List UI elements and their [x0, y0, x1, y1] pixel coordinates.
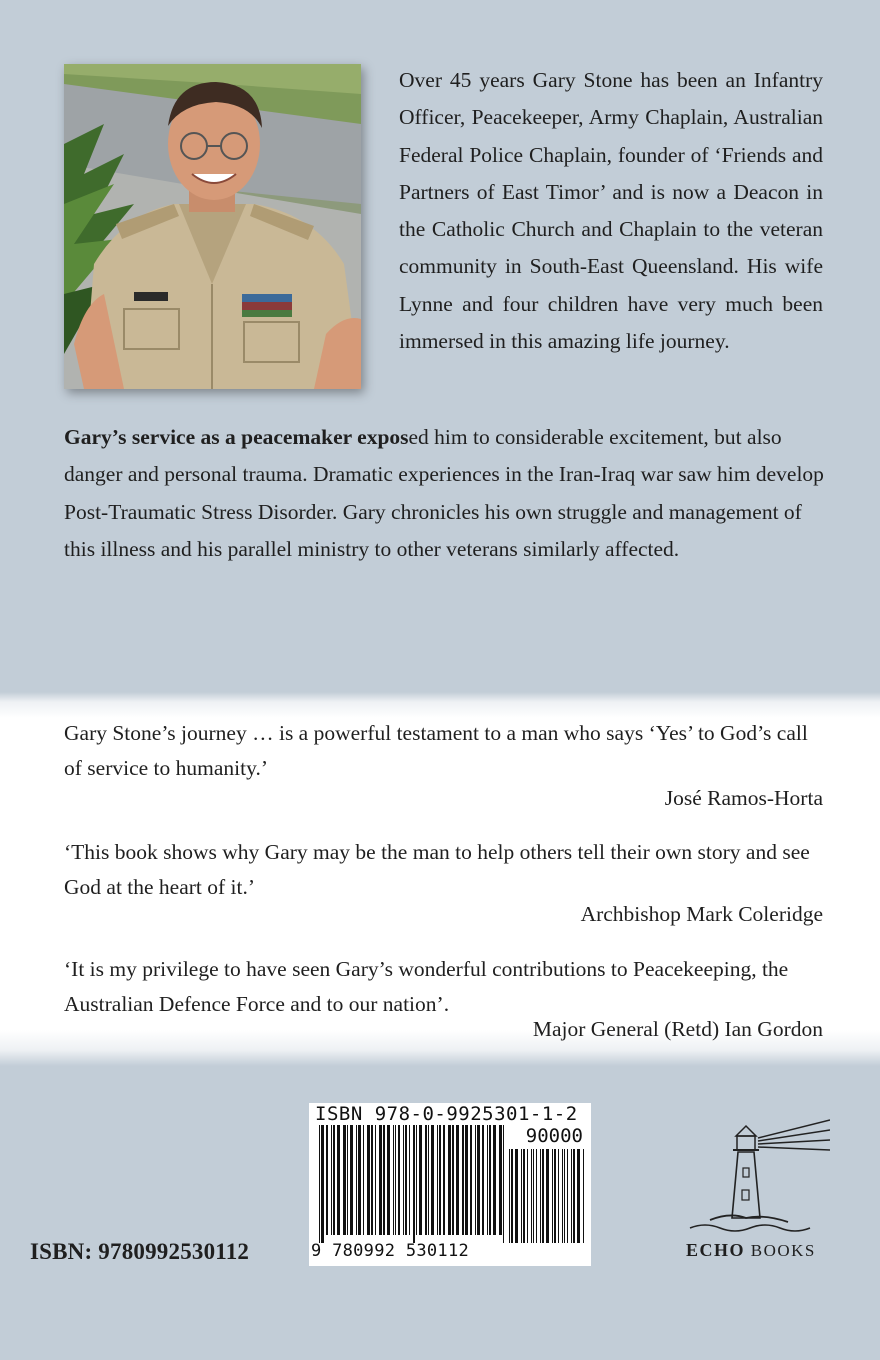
endorsement-author-1: José Ramos-Horta [664, 786, 823, 810]
author-bio: Over 45 years Gary Stone has been an Infantry Officer, Peacekeeper, Army Chaplain, Australian Federal Police Chaplain, founder of ‘Friends and Partners of East Timor’ and is now a Deacon in the Catholic Church and Chaplain to the veteran community in South-East Queensland. His wife Lynne and four children have very much been immersed in this amazing life journey. [399, 68, 823, 354]
barcode-bar [452, 1125, 454, 1235]
barcode-bar [350, 1125, 353, 1235]
barcode-bar [416, 1125, 417, 1235]
barcode-bar [542, 1149, 544, 1243]
barcode-bar [554, 1149, 556, 1243]
barcode-bar [343, 1125, 346, 1235]
barcode-bar [398, 1125, 400, 1235]
barcode-bar [371, 1125, 373, 1235]
barcode-bar [413, 1125, 415, 1243]
barcode-bar [363, 1125, 364, 1235]
barcode-bar [546, 1149, 549, 1243]
barcode-bar [493, 1125, 496, 1235]
barcode-bar [439, 1125, 441, 1235]
barcode-bar [395, 1125, 396, 1235]
barcode-bar [470, 1125, 472, 1235]
barcode-bar [428, 1125, 429, 1235]
publisher-name [686, 1240, 816, 1261]
barcode-bar [465, 1125, 468, 1235]
barcode-bar [387, 1125, 390, 1235]
barcode-bar [356, 1125, 357, 1235]
barcode-bar [403, 1125, 404, 1235]
barcode-bar [409, 1125, 410, 1235]
barcode-bar [558, 1149, 559, 1243]
barcode-bar [319, 1125, 320, 1243]
barcode-bar [367, 1125, 370, 1235]
barcode-bar [533, 1149, 534, 1243]
barcode-isbn-line: ISBN 978-0-9925301-1-2 [315, 1103, 578, 1125]
barcode-bar [499, 1125, 502, 1235]
endorsement-quote-2: ‘This book shows why Gary may be the man to help others tell their own story and see God at the heart of it.’ [64, 840, 810, 899]
isbn-label: ISBN: 9780992530112 [30, 1239, 250, 1264]
barcode-bar [358, 1125, 361, 1235]
publisher-name-bold: ECHO [686, 1240, 746, 1260]
barcode-bar [443, 1125, 445, 1235]
barcode-bar [321, 1125, 324, 1243]
barcode-bar [564, 1149, 565, 1243]
barcode-bar [419, 1125, 422, 1235]
barcode-bar [503, 1125, 504, 1243]
barcode-bar [540, 1149, 541, 1243]
barcode-bar [383, 1125, 385, 1235]
barcode-bar [448, 1125, 451, 1235]
barcode-bar [511, 1149, 513, 1243]
barcode-bar [536, 1149, 537, 1243]
barcode-bar [567, 1149, 568, 1243]
barcode-bar [347, 1125, 348, 1235]
barcode-bar [379, 1125, 382, 1235]
barcode-bar [571, 1149, 572, 1243]
barcode-bar [462, 1125, 464, 1235]
lighthouse-logo-icon [680, 1118, 830, 1238]
barcode-bar [456, 1125, 459, 1235]
barcode-bar [531, 1149, 532, 1243]
barcode-bar [562, 1149, 563, 1243]
barcode-digits: 9 780992 530112 [311, 1241, 470, 1261]
barcode-bar [475, 1125, 476, 1235]
barcode-bar [337, 1125, 340, 1235]
barcode-bar [552, 1149, 553, 1243]
barcode-bar [489, 1125, 491, 1235]
barcode-bar [477, 1125, 480, 1235]
barcode-bar [521, 1149, 522, 1243]
publisher-name-rest: BOOKS [745, 1241, 816, 1260]
endorsement-quote-3: ‘It is my privilege to have seen Gary’s wonderful contributions to Peacekeeping, the Australian Defence Force and to our nation’. [64, 957, 789, 1016]
barcode-bar [509, 1149, 510, 1243]
barcode-bar [482, 1125, 484, 1235]
barcode-bar [326, 1125, 328, 1235]
barcode-price-code: 90000 [525, 1125, 583, 1147]
barcode-bar [425, 1125, 427, 1235]
endorsement-author-3: Major General (Retd) Ian Gordon [532, 1017, 823, 1041]
book-description [64, 419, 824, 568]
author-photo [64, 64, 361, 389]
barcode-bar [487, 1125, 488, 1235]
barcode-bar [405, 1125, 407, 1235]
barcode-bar [573, 1149, 575, 1243]
endorsement-quote-1: Gary Stone’s journey … is a powerful testament to a man who says ‘Yes’ to God’s call of service to humanity.’ [64, 721, 808, 780]
barcode-bar [393, 1125, 394, 1235]
barcode-bar [523, 1149, 525, 1243]
barcode-bar [527, 1149, 528, 1243]
barcode-bar [431, 1125, 434, 1235]
barcode [309, 1103, 591, 1266]
barcode-bar [577, 1149, 580, 1243]
endorsement-author-2: Archbishop Mark Coleridge [580, 902, 823, 926]
barcode-bar [437, 1125, 438, 1235]
barcode-bar [583, 1149, 584, 1243]
barcode-bar [515, 1149, 518, 1243]
description-text: ed him to considerable excitement, but also danger and personal trauma. Dramatic experiences in the Iran-Iraq war saw him develop Post-Traumatic Stress Disorder. Gary chronicles his own struggle and management of this illness and his parallel ministry to other veterans similarly affected. [64, 425, 824, 561]
barcode-addon-bars [509, 1149, 585, 1243]
barcode-bar [331, 1125, 332, 1235]
barcode-bar [333, 1125, 335, 1235]
barcode-main-bars [319, 1125, 505, 1243]
barcode-bar [375, 1125, 376, 1235]
description-bold-lead: Gary’s service as a peacemaker expos [64, 425, 409, 449]
